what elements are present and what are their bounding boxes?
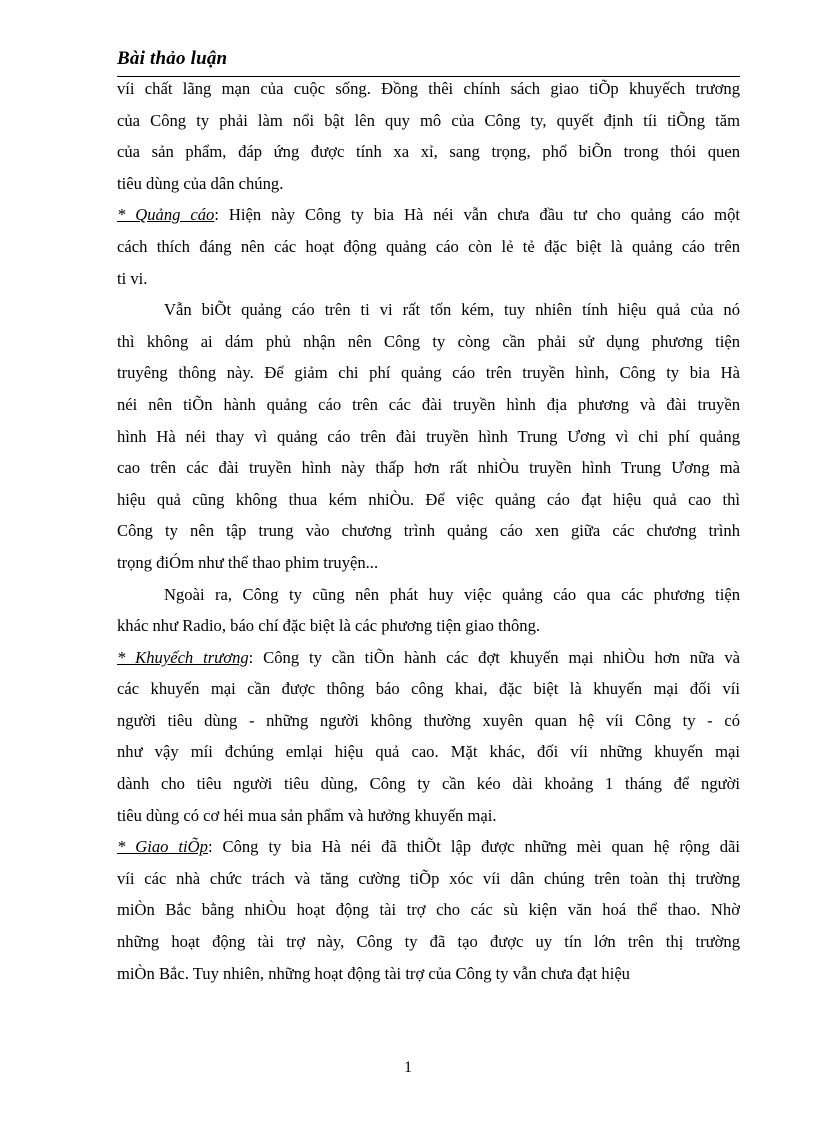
body-line: víi các nhà chức trách và tăng cường tiÕp xóc víi dân chúng trên toàn thị trường — [117, 868, 740, 888]
body-line: néi nên tiÕn hành quảng cáo trên các đài truyền hình địa phương và đài truyền — [117, 394, 740, 414]
section-khuyech-truong-heading-line — [117, 642, 740, 674]
body-line: những hoạt động tài trợ này, Công ty đã tạo được uy tín lớn trên thị trường — [117, 932, 740, 952]
body-line: cao trên các đài truyền hình này thấp hơn rất nhiÒu truyền hình Trung Ương mà — [117, 458, 740, 478]
section-label-quang-cao: * Quảng cáo — [117, 205, 215, 225]
body-text: : Công ty bia Hà néi đã thiÕt lập được những mèi quan hệ rộng dãi — [207, 837, 740, 857]
body-line: người tiêu dùng - những người không thường xuyên quan hệ víi Công ty - có — [117, 710, 740, 730]
body-line: khác như Radio, báo chí đặc biệt là các phương tiện giao thông. — [117, 616, 541, 636]
body-line: víi chất lãng mạn của cuộc sống. Đồng thêi chính sách giao tiÕp khuyếch trương — [117, 79, 740, 98]
body-line: tiêu dùng của dân chúng. — [117, 173, 284, 193]
section-label-khuyech-truong: * Khuyếch trương — [117, 647, 249, 667]
section-label-giao-tiep: * Giao tiÕp — [117, 837, 208, 857]
document-body — [117, 73, 740, 989]
body-line: của Công ty phải làm nổi bật lên quy mô của Công ty, quyết định tíi tiÕng tăm — [117, 110, 740, 130]
body-line: tiêu dùng có cơ héi mua sản phẩm và hưởng khuyến mại. — [117, 805, 497, 825]
body-line: miÒn Bắc bằng nhiÒu hoạt động tài trợ cho các sù kiện văn hoá thể thao. Nhờ — [117, 900, 740, 920]
body-text: : Công ty cần tiÕn hành các đợt khuyến mại nhiÒu hơn nữa và — [248, 647, 740, 667]
body-line: ti vi. — [117, 268, 148, 288]
section-quang-cao-heading-line — [117, 199, 740, 231]
page-number: 1 — [404, 1059, 412, 1076]
body-text: : Hiện này Công ty bia Hà néi vẫn chưa đầu tư cho quảng cáo một — [214, 205, 740, 225]
body-line: Vẫn biÕt quảng cáo trên ti vi rất tốn kém, tuy nhiên tính hiệu quả của nó — [164, 300, 740, 320]
body-line: cách thích đáng nên các hoạt động quảng cáo còn lẻ tẻ đặc biệt là quảng cáo trên — [117, 236, 740, 256]
body-line: miÒn Bắc. Tuy nhiên, những hoạt động tài trợ của Công ty vẫn chưa đạt hiệu — [117, 963, 630, 983]
body-line: truyêng thông này. Để giảm chi phí quảng cáo trên truyền hình, Công ty bia Hà — [117, 363, 740, 383]
section-giao-tiep-heading-line — [117, 831, 740, 863]
body-line: hình Hà néi thay vì quảng cáo trên đài truyền hình Trung Ương vì chi phí quảng — [117, 426, 740, 446]
body-line: trọng điÓm như thể thao phim truyện... — [117, 552, 379, 572]
body-line: hiệu quả cũng không thua kém nhiÒu. Để việc quảng cáo đạt hiệu quả cao thì — [117, 489, 740, 509]
body-line: của sản phẩm, đáp ứng được tính xa xỉ, sang trọng, phổ biÕn trong thói quen — [117, 142, 740, 162]
body-line: Công ty nên tập trung vào chương trình quảng cáo xen giữa các chương trình — [117, 521, 740, 541]
body-line: dành cho tiêu người tiêu dùng, Công ty cần kéo dài khoảng 1 tháng để người — [117, 774, 740, 794]
body-line: thì không ai dám phủ nhận nên Công ty còng cần phải sử dụng phương tiện — [117, 331, 740, 351]
body-line: các khuyến mại cần được thông báo công khai, đặc biệt là khuyến mại đối víi — [117, 679, 740, 699]
header-title: Bài thảo luận — [117, 48, 228, 69]
body-line: Ngoài ra, Công ty cũng nên phát huy việc quảng cáo qua các phương tiện — [164, 584, 740, 604]
body-line: như vậy míi đchúng emlại hiệu quả cao. Mặt khác, đối víi những khuyến mại — [117, 742, 740, 762]
